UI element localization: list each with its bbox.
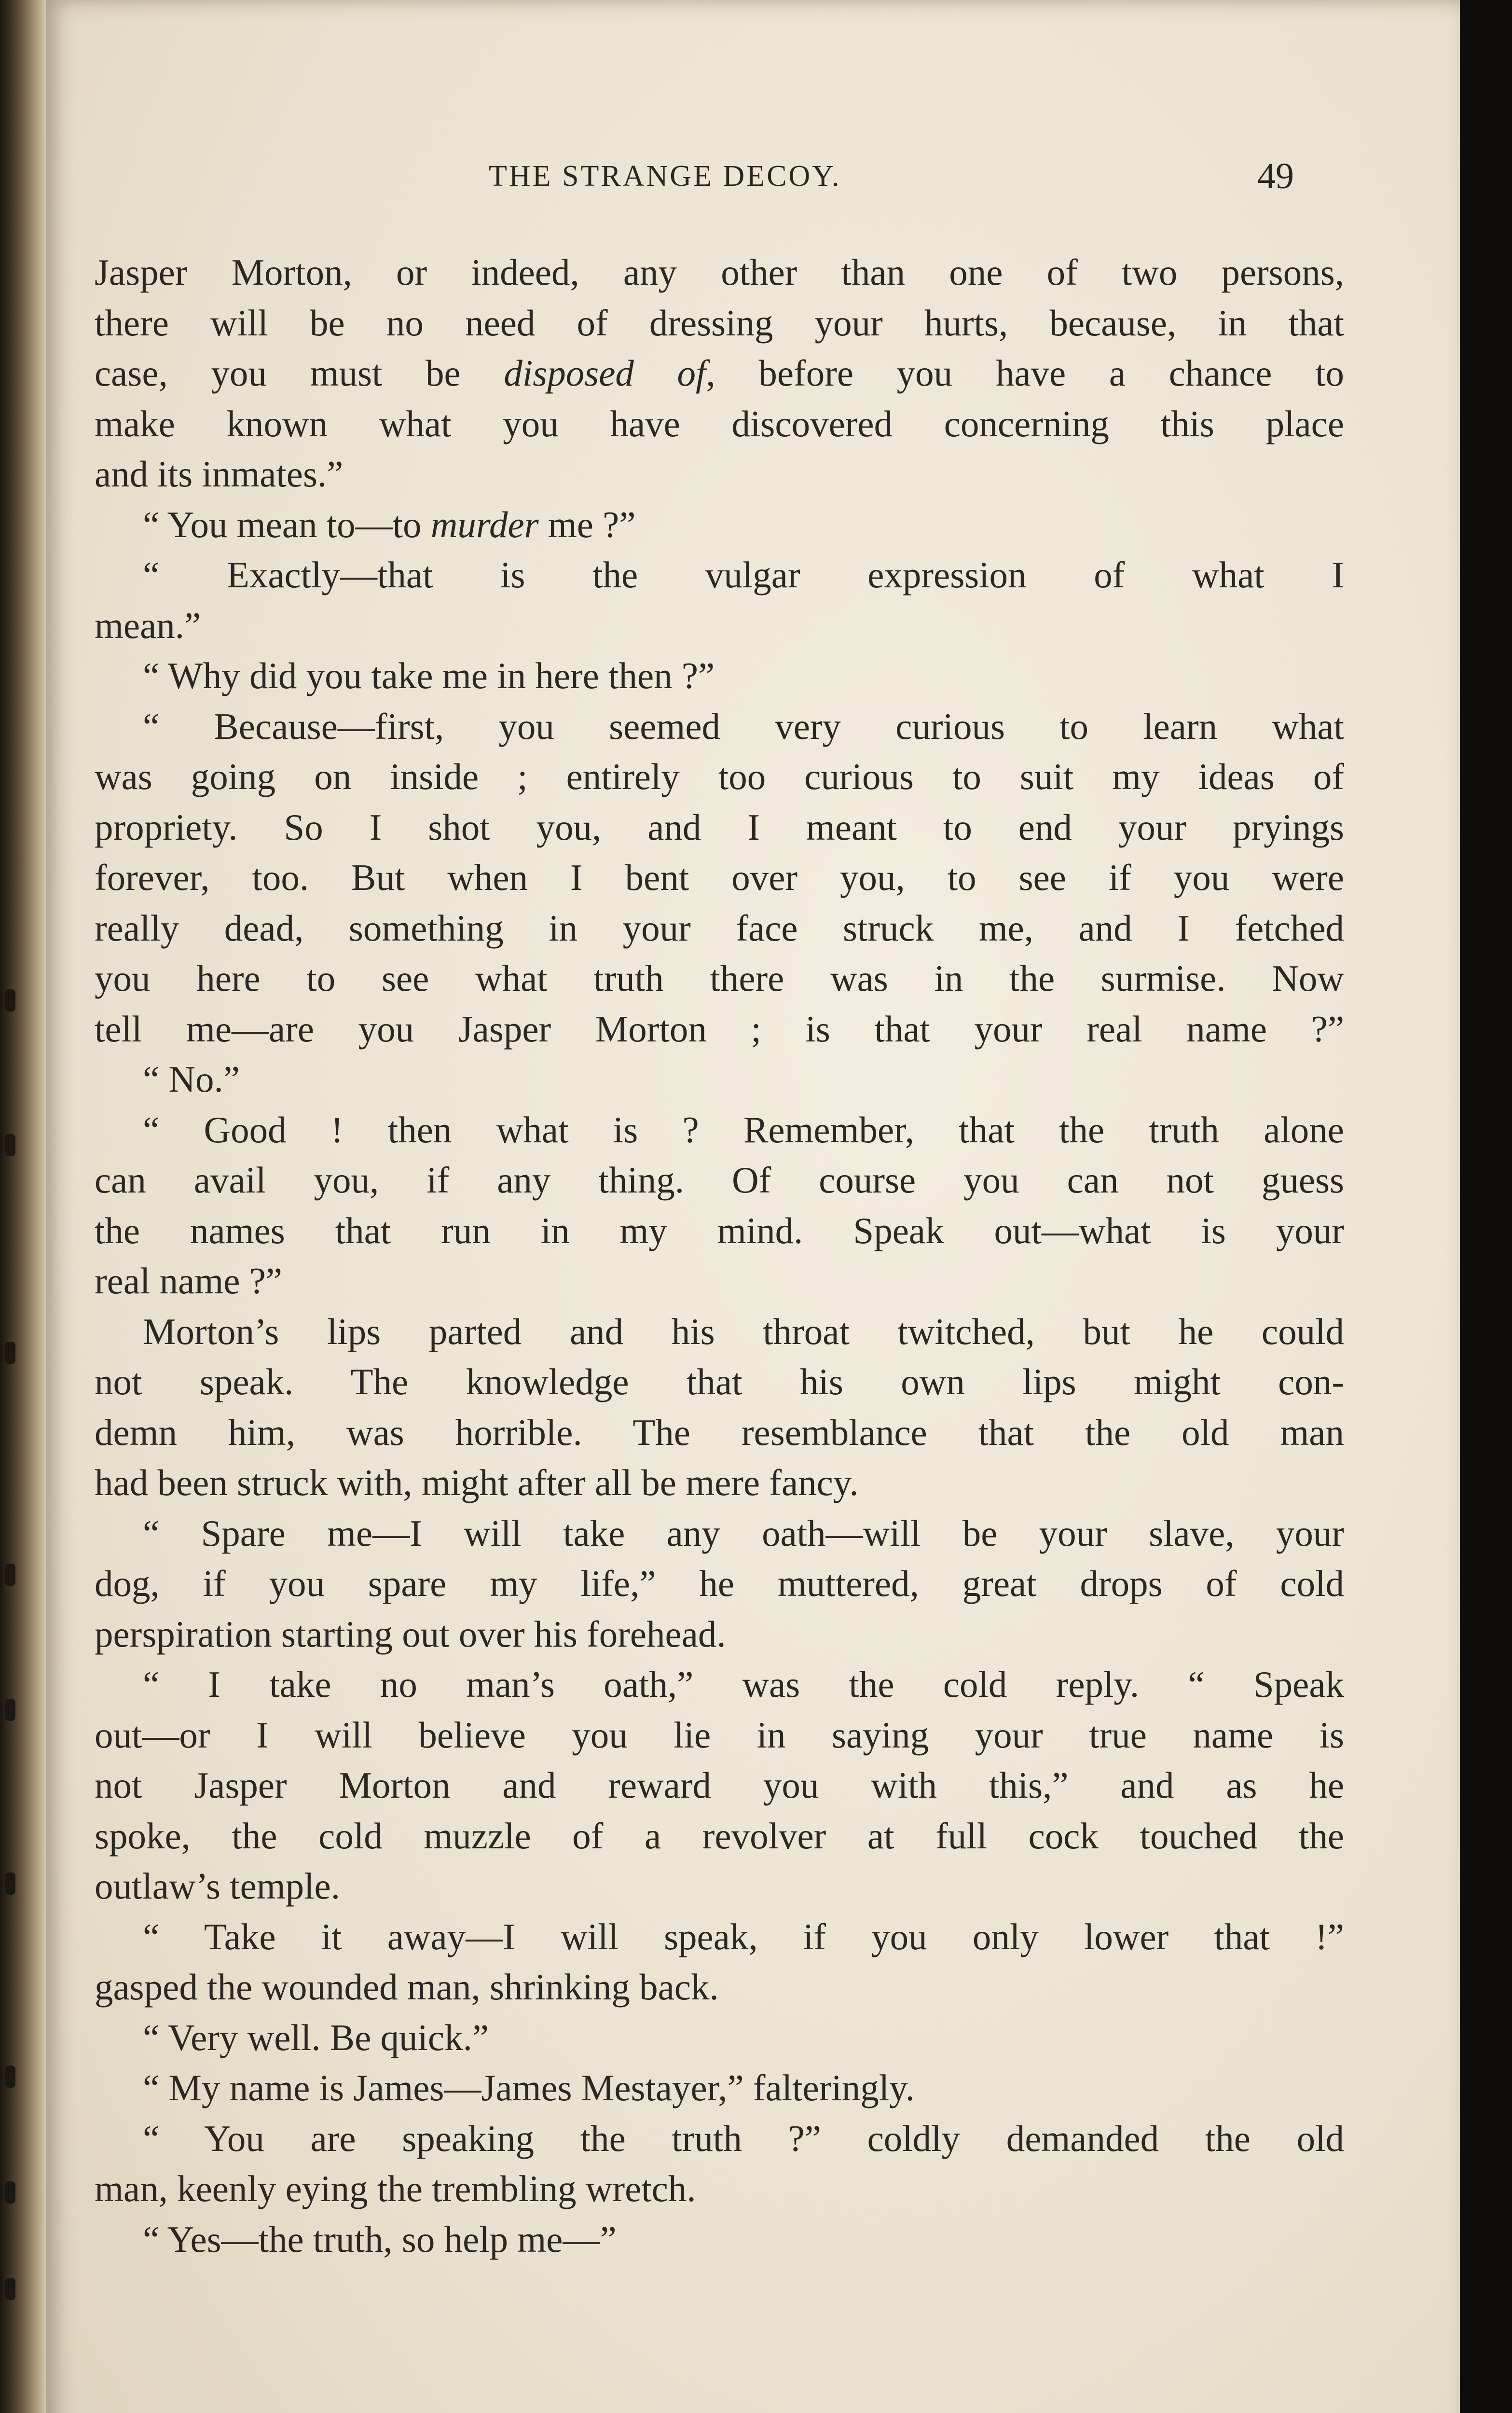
text-line: Morton’s lips parted and his throat twitched, but he could [143,1310,1344,1352]
text-line: demn him, was horrible. The resemblance that the old man [95,1411,1344,1453]
text-line: “ Very well. Be quick.” [143,2016,489,2058]
text-line: was going on inside ; entirely too curious to suit my ideas of [95,756,1344,797]
text-line: make known what you have discovered concerning this place [95,402,1344,444]
text-line: man, keenly eying the trembling wretch. [95,2168,696,2209]
text-line: “ Spare me—I will take any oath—will be your slave, your [143,1512,1344,1554]
text-line: tell me—are you Jasper Morton ; is that your real name ?” [95,1008,1344,1050]
running-title: THE STRANGE DECOY. [489,160,841,193]
text-line: “ Good ! then what is ? Remember, that the truth alone [143,1109,1344,1151]
text-line: spoke, the cold muzzle of a revolver at full cock touched the [95,1815,1344,1857]
text-line: not speak. The knowledge that his own lips might con- [95,1361,1344,1402]
gutter-binding-marks [0,0,46,2413]
text-line: had been struck with, might after all be mere fancy. [95,1462,859,1503]
text-line: “ Take it away—I will speak, if you only lower that !” [143,1915,1344,1957]
text-line: perspiration starting out over his forehead. [95,1613,726,1655]
text-line: outlaw’s temple. [95,1865,340,1907]
text-line: can avail you, if any thing. Of course you can not guess [95,1159,1344,1201]
text-line: you here to see what truth there was in the surmise. Now [95,957,1344,999]
text-line: there will be no need of dressing your hurts, because, in that [95,302,1344,344]
italic-text: disposed of [504,352,706,394]
text-line: forever, too. But when I bent over you, to see if you were [95,857,1344,898]
text-line: Jasper Morton, or indeed, any other than one of two persons, [95,251,1344,293]
text-line: “ Why did you take me in here then ?” [143,655,715,696]
text-line: “ No.” [143,1058,240,1100]
text-line: real name ?” [95,1260,282,1302]
body-text [95,247,1344,2264]
text-line: “ Yes—the truth, so help me—” [143,2218,617,2260]
text-line: “ Exactly—that is the vulgar expression of what I [143,554,1344,596]
text-line: “ You mean to—to murder me ?” [143,503,636,545]
text-line: really dead, something in your face struck me, and I fetched [95,907,1344,949]
text-line: “ My name is James—James Mestayer,” falteringly. [143,2067,915,2108]
text-line: propriety. So I shot you, and I meant to end your pryings [95,806,1344,848]
italic-text: murder [430,503,539,545]
text-line: dog, if you spare my life,” he muttered, great drops of cold [95,1563,1344,1604]
text-line: the names that run in my mind. Speak out—what is your [95,1209,1344,1251]
text-line: out—or I will believe you lie in saying your true name is [95,1714,1344,1756]
text-line: not Jasper Morton and reward you with this,” and as he [95,1764,1344,1806]
text-line: gasped the wounded man, shrinking back. [95,1966,719,2008]
page-header [46,156,1460,198]
text-line: “ Because—first, you seemed very curious to learn what [143,705,1344,747]
text-line: mean.” [95,604,201,646]
text-line: case, you must be disposed of, before you have a chance to [95,352,1345,394]
page-number: 49 [1257,156,1294,196]
text-line: and its inmates.” [95,453,344,495]
text-line: “ You are speaking the truth ?” coldly demanded the old [143,2117,1344,2159]
book-page [46,0,1460,2413]
text-line: “ I take no man’s oath,” was the cold reply. “ Speak [143,1664,1344,1705]
